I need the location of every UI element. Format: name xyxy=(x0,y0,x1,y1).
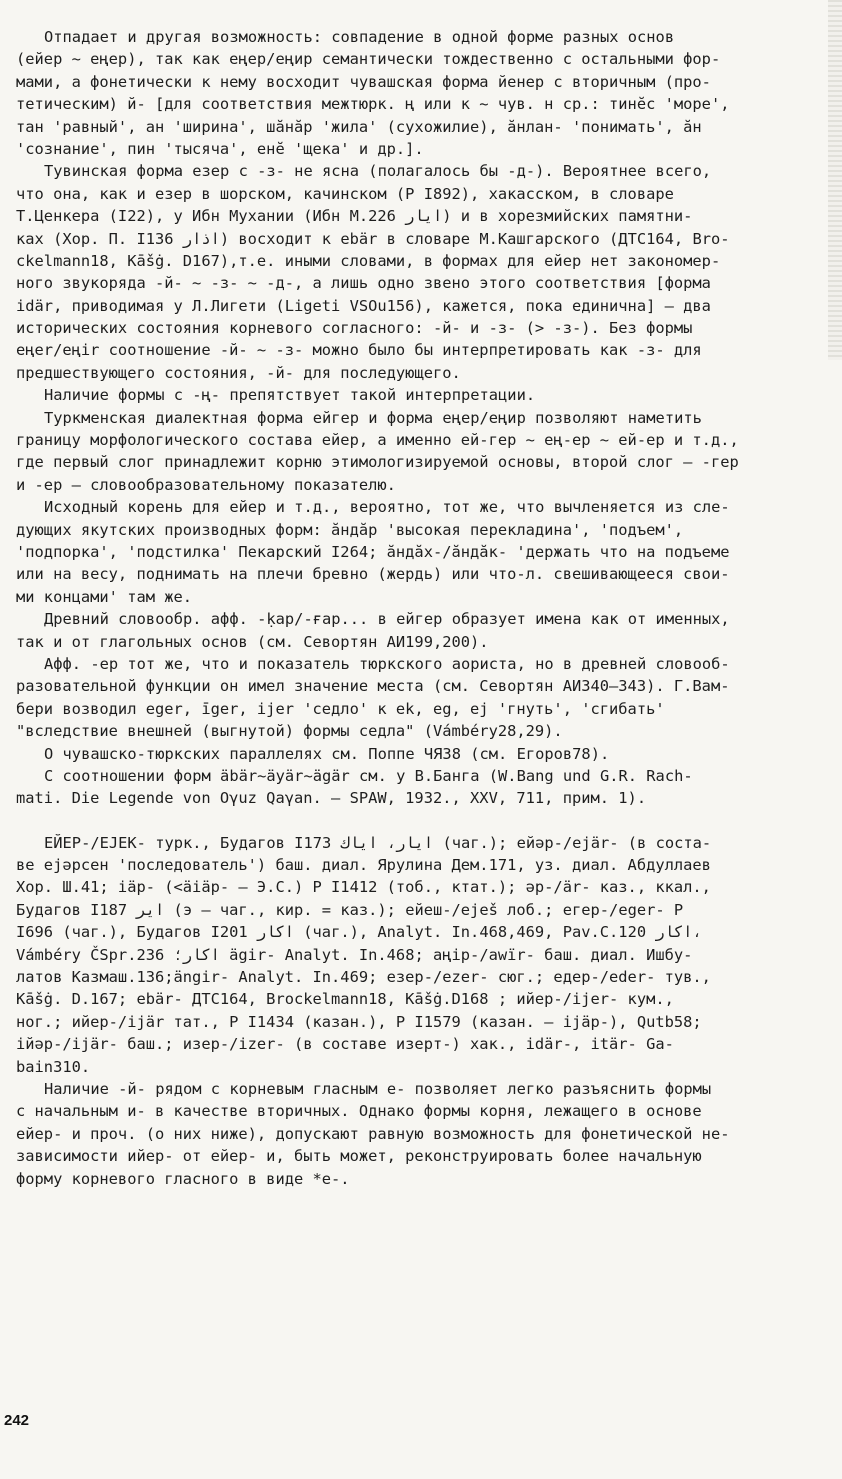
paragraph xyxy=(16,384,828,406)
text-line: Древний словообр. афф. -ḳар/-ғар... в ейгер образует имена как от именных, xyxy=(44,610,730,629)
text-line: Тувинская форма езер с -з- не ясна (полагалось бы -д-). Вероятнее всего, xyxy=(44,162,712,181)
text-line: дующих якутских производных форм: ăндăр 'высокая перекладина', 'подъем', xyxy=(16,520,684,539)
text-line: ейер- и проч. (о них ниже), допускают равную возможность для фонетической не- xyxy=(16,1124,730,1143)
paragraph xyxy=(16,832,828,1078)
page-body xyxy=(16,26,828,1190)
text-line: ми концами' там же. xyxy=(16,587,193,606)
text-line: ног.; ийер-/ijär тат., Р I1434 (казан.), Р I1579 (казан. – ijäp-), Qutb58; xyxy=(16,1012,702,1031)
text-line: eңer/eңir соотношение -й- ~ -з- можно было бы интерпретировать как -з- для xyxy=(16,341,702,360)
text-line: О чувашско-тюркских параллелях см. Поппе ЧЯ38 (см. Егоров78). xyxy=(44,744,610,763)
paragraph xyxy=(16,608,828,653)
text-line: что она, как и езер в шорском, качинском (Р I892), хакасском, в словаре xyxy=(16,184,674,203)
section-gap xyxy=(16,810,828,832)
text-line: так и от глагольных основ (см. Севортян АИ199,200). xyxy=(16,632,489,651)
text-line: С соотношении форм äbär~äyär~ägär см. у В.Банга (W.Bang und G.R. Rach- xyxy=(44,766,693,785)
text-line: границу морфологического состава ейер, а именно ей-гер ~ ең-ер ~ ей-ер и т.д., xyxy=(16,431,739,450)
text-line: Kāšġ. D.167; ebär- ДТС164, Brockelmann18, Kāšġ.D168 ; ийер-/ijer- кум., xyxy=(16,990,674,1009)
text-line: форму корневого гласного в виде *е-. xyxy=(16,1169,350,1188)
text-line: ве еjәрсен 'последователь') баш. диал. Ярулина Дем.171, уз. диал. Абдуллаев xyxy=(16,856,711,875)
text-line: Наличие -й- рядом с корневым гласным е- позволяет легко разъяснить формы xyxy=(44,1079,712,1098)
text-line: предшествующего состояния, -й- для последующего. xyxy=(16,363,461,382)
text-line: Хор. Ш.41; iäp- (<äiäp- – Э.С.) Р I1412 (тоб., ктат.); әр-/är- каз., ккал., xyxy=(16,878,711,897)
text-line: Туркменская диалектная форма ейгер и форма еңер/еңир позволяют наметить xyxy=(44,408,702,427)
text-line: или на весу, поднимать на плечи бревно (жердь) или что-л. свешивающееся свои- xyxy=(16,565,730,584)
text-line: Т.Ценкера (I22), у Ибн Мухании (Ибн М.226 ﺍﻳﺎﺭ) и в хорезмийских памятни- xyxy=(16,207,693,226)
text-line: тетическим) й- [для соответствия межтюрк. ң или к ~ чув. н ср.: тинĕс 'море', xyxy=(16,95,730,114)
text-line: ЕЙЕР-/EJEK- турк., Будагов I173 ﺍﻳﺎﺭ، ﺍﻳﺎﻙ (чаг.); ейәр-/ejär- (в соста- xyxy=(44,833,712,852)
text-line: где первый слог принадлежит корню этимологизируемой основы, второй слог – -гер xyxy=(16,453,739,472)
paragraph xyxy=(16,496,828,608)
text-line: Будагов I187 ﺍﻳﺮ (э – чаг., кир. = каз.); ейеш-/eješ лоб.; егер-/eger- Р xyxy=(16,900,684,919)
paragraph xyxy=(16,407,828,497)
text-line: bain310. xyxy=(16,1057,91,1076)
text-line: ках (Хор. П. I136 ﺍﺫﺍﺭ) восходит к ebär в словаре М.Кашгарского (ДТС164, Bro- xyxy=(16,229,730,248)
text-line: 'подпорка', 'подстилка' Пекарский I264; ăндăх-/ăндăк- 'держать что на подъеме xyxy=(16,542,730,561)
text-line: idär, приводимая у Л.Лигети (Ligeti VSOu156), кажется, пока единична] – два xyxy=(16,296,711,315)
text-line: с начальным и- в качестве вторичных. Однако формы корня, лежащего в основе xyxy=(16,1102,702,1121)
text-line: зависимости ийер- от ейер- и, быть может, реконструировать более начальную xyxy=(16,1147,702,1166)
text-line: бери возводил eger, īger, ijer 'седло' к ek, eg, ej 'гнуть', 'сгибать' xyxy=(16,699,665,718)
text-line: исторических состояния корневого согласного: -й- и -з- (> -з-). Без формы xyxy=(16,319,693,338)
text-line: ckelmann18, Kāšġ. D167),т.е. иными словами, в формах для ейер нет закономер- xyxy=(16,251,721,270)
text-line: разовательной функции он имел значение места (см. Севортян АИ340–343). Г.Вам- xyxy=(16,677,730,696)
text-line: Отпадает и другая возможность: совпадение в одной форме разных основ xyxy=(44,28,675,46)
text-line: Наличие формы с -ң- препятствует такой интерпретации. xyxy=(44,386,536,405)
text-line: ного звукоряда -й- ~ -з- ~ -д-, а лишь одно звено этого соответствия [форма xyxy=(16,274,711,293)
text-line: mati. Die Legende von Oγuz Qaγan. – SPAW, 1932., XXV, 711, прим. 1). xyxy=(16,789,647,808)
text-line: Афф. -ер тот же, что и показатель тюркского аориста, но в древней словооб- xyxy=(44,654,730,673)
page-number: 242 xyxy=(4,1412,30,1429)
text-line: мами, а фонетически к нему восходит чувашская форма йенер с вторичным (про- xyxy=(16,72,711,91)
text-line: тан 'равный', ан 'ширина', шăнăр 'жила' (сухожилие), ăнлан- 'понимать', ăн xyxy=(16,117,702,136)
paragraph xyxy=(16,743,828,765)
text-line: I696 (чаг.), Будагов I201 ﺍﻛﺎﺭ (чаг.), Analyt. In.468,469, Pav.C.120 ﺍﻛﺎﺭ، xyxy=(16,923,702,942)
paragraph xyxy=(16,765,828,810)
text-line: латов Казмаш.136;ängir- Analyt. In.469; езер-/ezer- сюг.; едер-/eder- тув., xyxy=(16,968,711,987)
paragraph xyxy=(16,26,828,160)
paragraph xyxy=(16,1078,828,1190)
scan-edge-shadow xyxy=(828,0,842,360)
text-line: 'сознание', пин 'тысяча', енĕ 'щека' и др.]. xyxy=(16,139,424,158)
text-line: Vámbéry ČSpr.236 ﺍﻛﺎﺭ؛ ägir- Analyt. In.468; аңір-/awïr- баш. диал. Ишбу- xyxy=(16,945,693,964)
text-line: iйәр-/ijär- баш.; изер-/izer- (в составе изерт-) хак., idär-, itär- Ga- xyxy=(16,1035,674,1054)
text-line: Исходный корень для ейер и т.д., вероятно, тот же, что вычленяется из сле- xyxy=(44,498,730,517)
text-line: "вследствие внешней (выгнутой) формы седла" (Vámbéry28,29). xyxy=(16,722,563,741)
paragraph xyxy=(16,160,828,384)
text-line: (ейер ~ еңер), так как еңер/еңир семантически тождественно с остальными фор- xyxy=(16,50,721,69)
text-line: и -ер – словообразовательному показателю. xyxy=(16,475,396,494)
paragraph xyxy=(16,653,828,743)
